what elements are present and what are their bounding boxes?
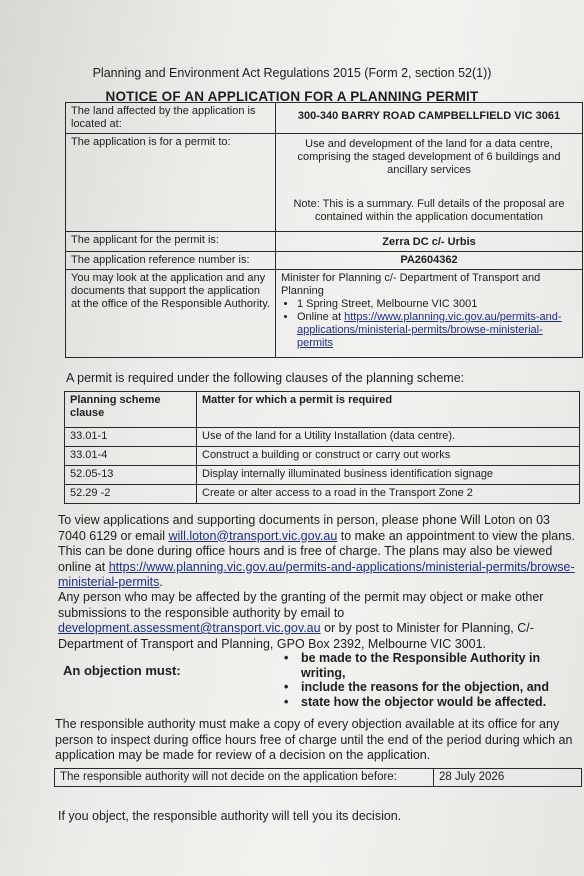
list-item: • state how the objector would be affected. [284, 695, 564, 710]
view-online [297, 311, 577, 350]
regulation-reference: Planning and Environment Act Regulations 2015 (Form 2, section 52(1)) [92, 66, 492, 80]
decision-row [55, 769, 582, 787]
land-value: 300-340 BARRY ROAD CAMPBELLFIELD VIC 3061 [276, 103, 583, 134]
purpose-note: Note: This is a summary. Full details of the proposal are contained within the application documentation [293, 198, 565, 223]
objection-requirements-list [284, 651, 564, 709]
plans-online-link[interactable]: https://www.planning.vic.gov.au/permits-and-applications/ministerial-permits/browse-ministerial-permits [58, 559, 575, 589]
closing-statement: If you object, the responsible authority will tell you its decision. [58, 809, 402, 823]
notice-title: NOTICE OF AN APPLICATION FOR A PLANNING PERMIT [105, 89, 479, 104]
objection-text-b: or by post to Minister for Planning, C/- Department of Transport and Planning, GPO Box 2392, Melbourne VIC 3001. [58, 621, 534, 651]
reference-row [66, 252, 583, 270]
matter-column-header: Matter for which a permit is required [197, 392, 580, 428]
view-address: • 1 Spring Street, Melbourne VIC 3001 [297, 298, 577, 311]
permit-clauses-header [65, 392, 580, 428]
table-row [65, 485, 580, 504]
view-options [297, 298, 577, 350]
matter-cell: Create or alter access to a road in the Transport Zone 2 [197, 485, 580, 504]
matter-cell: Construct a building or construct or carry out works [197, 447, 580, 466]
matter-cell: Display internally illuminated business identification signage [197, 466, 580, 485]
objection-submission-paragraph [58, 590, 578, 652]
objection-requirements-label: An objection must: [63, 663, 181, 678]
decision-date: 28 July 2026 [434, 769, 582, 787]
table-row [65, 466, 580, 485]
table-row [65, 428, 580, 447]
matter-cell: Use of the land for a Utility Installation (data centre). [197, 428, 580, 447]
list-item: • be made to the Responsible Authority in writing, [284, 651, 564, 680]
view-text-a: To view applications and supporting documents in person, please phone Will Loton on 03 7040 6129 or email [58, 513, 550, 543]
purpose-cell [276, 134, 583, 232]
view-in-person-paragraph [58, 513, 578, 591]
purpose-label: The application is for a permit to: [66, 134, 276, 232]
view-row [66, 270, 583, 358]
view-online-link[interactable]: https://www.planning.vic.gov.au/permits-and-applications/ministerial-permits/browse-ministerial-permits [297, 311, 562, 349]
applicant-row [66, 232, 583, 252]
clause-column-header: Planning scheme clause [65, 392, 197, 428]
view-label: You may look at the application and any documents that support the application at the office of the Responsible Authority. [66, 270, 276, 358]
purpose-value: Use and development of the land for a data centre, comprising the staged development of 6 buildings and ancillary services [297, 138, 561, 176]
view-authority: Minister for Planning c/- Department of Transport and Planning [281, 272, 541, 297]
land-label: The land affected by the application is located at: [66, 103, 276, 134]
clause-cell: 33.01-4 [65, 447, 197, 466]
purpose-row [66, 134, 583, 232]
view-online-prefix: Online at [297, 311, 345, 323]
reference-label: The application reference number is: [66, 252, 276, 270]
reference-value: PA2604362 [276, 252, 583, 270]
decision-label: The responsible authority will not decide on the application before: [55, 769, 434, 787]
clause-cell: 33.01-1 [65, 428, 197, 447]
applicant-label: The applicant for the permit is: [66, 232, 276, 252]
permit-clauses-intro: A permit is required under the following clauses of the planning scheme: [66, 371, 465, 385]
view-text-c: . [159, 575, 163, 589]
permit-clauses-table [64, 391, 580, 504]
application-details-table [65, 102, 583, 358]
decision-date-table [54, 768, 582, 787]
table-row [65, 447, 580, 466]
objection-copy-notice: The responsible authority must make a copy of every objection available at its office for any person to inspect during office hours free of charge until the end of the period during which an application may be made for review of a decision on the application. [55, 717, 573, 762]
land-row [66, 103, 583, 134]
list-item: • include the reasons for the objection, and [284, 680, 564, 695]
applicant-value: Zerra DC c/- Urbis [276, 232, 583, 252]
submission-email-link[interactable]: development.assessment@transport.vic.gov.au [58, 621, 321, 635]
objection-text-a: Any person who may be affected by the granting of the permit may object or make other submissions to the responsible authority by email to [58, 590, 544, 620]
clause-cell: 52.05-13 [65, 466, 197, 485]
view-cell [276, 270, 583, 358]
clause-cell: 52.29 -2 [65, 485, 197, 504]
contact-email-link[interactable]: will.loton@transport.vic.gov.au [168, 528, 338, 543]
view-text-b: to make an appointment to view the plans. This can be done during office hours and is free of charge. The plans may also be viewed online at [58, 528, 575, 574]
